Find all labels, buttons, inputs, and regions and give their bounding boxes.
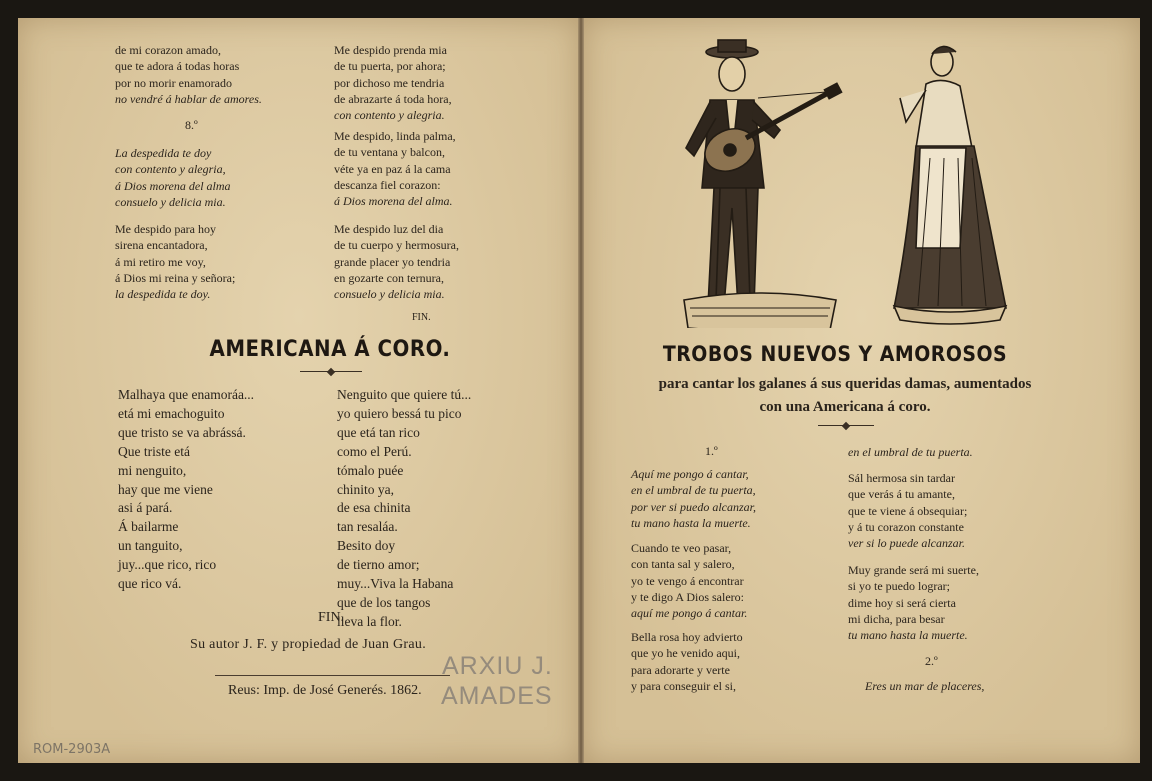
verse-line: asi á pará. — [118, 500, 173, 516]
subtitle-line1: para cantar los galanes á sus queridas damas, aumentados — [658, 376, 1032, 392]
verse-line: en el umbral de tu puerta, — [631, 483, 756, 498]
verse-line: de mi corazon amado, — [115, 43, 221, 57]
verse-line: véte ya en paz á la cama — [334, 161, 451, 176]
imprint-line: Reus: Imp. de José Generés. 1862. — [228, 683, 422, 698]
imprint-rule — [215, 675, 450, 676]
verse-line: á Dios morena del alma — [115, 178, 231, 193]
left-col1-stanza-c — [115, 221, 235, 302]
archive-stamp-line2: AMADES — [441, 682, 553, 710]
verse-line: chinito ya, — [337, 481, 394, 497]
verse-line: muy...Viva la Habana — [337, 576, 454, 592]
verse-line: y á tu corazon constante — [848, 519, 964, 534]
right-col1-stanza-a — [631, 466, 756, 531]
verse-line: por no morir enamorado — [115, 75, 232, 90]
verse-line: Me despido, linda palma, — [334, 129, 456, 143]
verse-line: no vendré á hablar de amores. — [115, 91, 262, 106]
author-line: Su autor J. F. y propiedad de Juan Grau. — [190, 637, 427, 652]
stanza-number-2: 2.º — [925, 654, 938, 668]
left-col2-stanza-b — [334, 128, 456, 209]
verse-line: Eres un mar de placeres, — [865, 679, 985, 693]
verse-line: hay que me viene — [118, 481, 213, 497]
verse-line: Bella rosa hoy advierto — [631, 630, 743, 644]
right-col2-stanza-c — [848, 562, 979, 643]
verse-line: etá mi emachoguito — [118, 405, 225, 421]
verse-line: como el Perú. — [337, 443, 412, 459]
verse-line: aquí me pongo á cantar. — [631, 606, 748, 621]
verse-line: que te viene á obsequiar; — [848, 503, 968, 518]
verse-line: á mi retiro me voy, — [115, 254, 206, 269]
verse-line: sirena encantadora, — [115, 238, 208, 253]
right-col2-last — [865, 678, 984, 694]
verse-line: yo te vengo á encontrar — [631, 573, 744, 588]
right-col1-stanza-c — [631, 629, 743, 694]
verse-line: con contento y alegria, — [115, 162, 226, 177]
verse-line: lleva la flor. — [337, 613, 402, 629]
right-col2-stanza-b — [848, 470, 967, 551]
verse-line: que verás á tu amante, — [848, 487, 955, 502]
verse-line: que etá tan rico — [337, 424, 420, 440]
verse-line: de tu puerta, por ahora; — [334, 59, 446, 74]
verse-line: á Dios morena del alma. — [334, 194, 453, 209]
left-col1-stanza-a — [115, 42, 262, 107]
verse-line: que te adora á todas horas — [115, 59, 240, 74]
verse-line: con contento y alegria. — [334, 108, 445, 123]
verse-line: dime hoy si será cierta — [848, 595, 956, 610]
verse-line: de esa chinita — [337, 500, 411, 516]
stanza-number-8: 8.º — [185, 118, 198, 132]
page-fold — [578, 18, 584, 763]
verse-line: en gozarte con ternura, — [334, 270, 444, 285]
verse-line: consuelo y delicia mia. — [334, 287, 445, 302]
verse-line: tu mano hasta la muerte. — [848, 628, 968, 643]
verse-line: Cuando te veo pasar, — [631, 541, 732, 555]
verse-line: la despedida te doy. — [115, 287, 211, 302]
verse-line: Muy grande será mi suerte, — [848, 563, 979, 577]
verse-line: tu mano hasta la muerte. — [631, 515, 751, 530]
verse-line: que yo he venido aqui, — [631, 646, 740, 661]
verse-line: Nenguito que quiere tú... — [337, 387, 472, 402]
verse-line: mi dicha, para besar — [848, 611, 945, 626]
verse-line: que tristo se va abrássá. — [118, 424, 246, 440]
left-col1-stanza-b — [115, 145, 231, 210]
main-title: TROBOS NUEVOS Y AMOROSOS — [662, 342, 1008, 366]
title-ornament — [300, 369, 362, 375]
verse-line: de tu ventana y balcon, — [334, 145, 445, 160]
verse-line: con tanta sal y salero, — [631, 557, 735, 572]
verse-line: La despedida te doy — [115, 146, 212, 160]
verse-line: que rico vá. — [118, 576, 182, 592]
verse-line: de tierno amor; — [337, 557, 420, 573]
verse-line: para adorarte y verte — [631, 662, 730, 677]
verse-line: juy...que rico, rico — [118, 557, 217, 573]
americana-title: AMERICANA Á CORO. — [209, 337, 451, 362]
verse-line: ver si lo puede alcanzar. — [848, 536, 965, 551]
left-col2-stanza-c — [334, 221, 459, 302]
subtitle-ornament — [818, 423, 874, 429]
right-col1-stanza-b — [631, 540, 747, 621]
verse-line: consuelo y delicia mia. — [115, 194, 226, 209]
verse-line: por dichoso me tendria — [334, 75, 445, 90]
verse-line: por ver si puedo alcanzar, — [631, 499, 756, 514]
verse-line: de tu cuerpo y hermosura, — [334, 238, 459, 253]
shelfmark: ROM-2903A — [33, 742, 111, 757]
verse-line: descanza fiel corazon: — [334, 177, 441, 192]
verse-line: tómalo puée — [337, 462, 404, 478]
verse-line: de abrazarte á toda hora, — [334, 91, 452, 106]
fin-large: FIN. — [318, 610, 345, 625]
verse-line: Me despido para hoy — [115, 222, 216, 236]
americana-col2 — [337, 386, 471, 632]
verse-line: Malhaya que enamoráa... — [118, 387, 255, 402]
verse-line: Sál hermosa sin tardar — [848, 471, 955, 485]
woodcut-illustration — [680, 38, 1010, 328]
verse-line: en el umbral de tu puerta. — [848, 445, 973, 459]
verse-line: grande placer yo tendria — [334, 254, 451, 269]
verse-line: Me despido luz del dia — [334, 222, 444, 236]
right-col2-stanza-a — [848, 444, 973, 460]
verse-line: que de los tangos — [337, 594, 431, 610]
americana-col1 — [118, 386, 254, 594]
verse-line: Me despido prenda mia — [334, 43, 447, 57]
verse-line: Á bailarme — [118, 519, 179, 535]
archive-stamp-line1: ARXIU J. — [442, 652, 553, 680]
left-col2-stanza-a — [334, 42, 452, 123]
verse-line: mi nenguito, — [118, 462, 187, 478]
verse-line: Aquí me pongo á cantar, — [631, 467, 749, 481]
verse-line: si yo te puedo lograr; — [848, 579, 950, 594]
stanza-number-1: 1.º — [705, 444, 718, 458]
verse-line: yo quiero bessá tu pico — [337, 405, 462, 421]
verse-line: Besito doy — [337, 538, 396, 554]
verse-line: tan resaláa. — [337, 519, 398, 535]
verse-line: Que triste etá — [118, 443, 190, 459]
verse-line: y te digo A Dios salero: — [631, 589, 744, 604]
subtitle-line2: con una Americana á coro. — [759, 399, 931, 415]
verse-line: y para conseguir el si, — [631, 678, 736, 693]
verse-line: á Dios mi reina y señora; — [115, 270, 236, 285]
fin-small: FIN. — [412, 312, 431, 323]
verse-line: un tanguito, — [118, 538, 183, 554]
